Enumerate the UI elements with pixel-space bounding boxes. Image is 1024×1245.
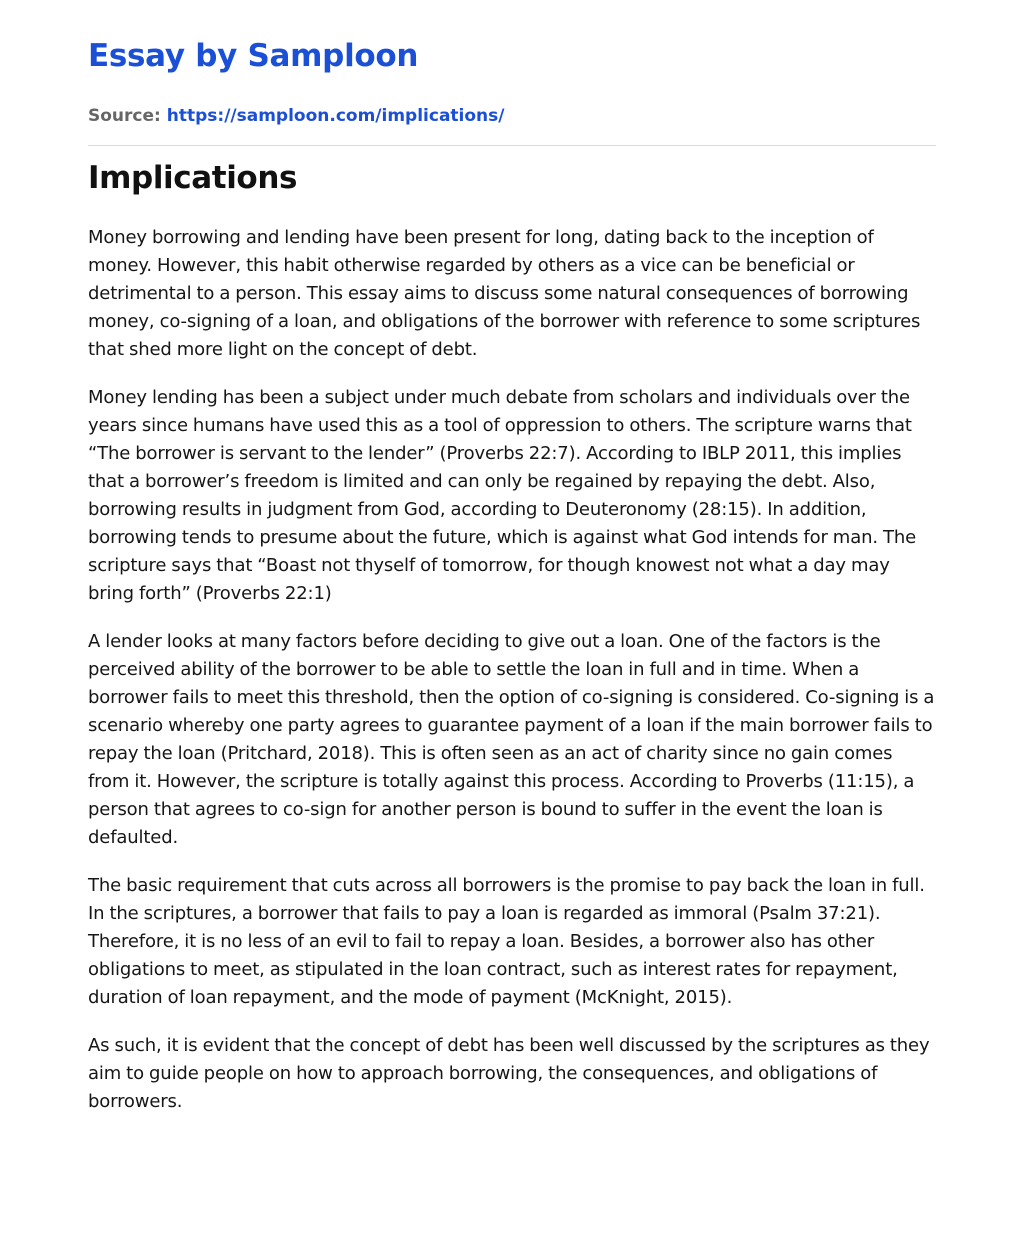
essay-title: Implications: [88, 160, 298, 196]
essay-paragraph: Money borrowing and lending have been present for long, dating back to the inception of money. However, this habit otherwise regarded by others as a vice can be beneficial or detrimental to a person. This essay aims to discuss some natural consequences of borrowing money, co-signing of a loan, and obligations of the borrower with reference to some scriptures that shed more light on the concept of debt.: [88, 227, 921, 360]
essay-page: [88, 0, 936, 1116]
source-link[interactable]: https://samploon.com/implications/: [166, 106, 505, 126]
source-label: Source:: [88, 106, 161, 126]
essay-paragraph: As such, it is evident that the concept of debt has been well discussed by the scriptures as they aim to guide people on how to approach borrowing, the consequences, and obligations of borrowers.: [88, 1035, 930, 1112]
essay-paragraph: A lender looks at many factors before deciding to give out a loan. One of the factors is the perceived ability of the borrower to be able to settle the loan in full and in time. When a borrower fails to meet this threshold, then the option of co-signing is considered. Co-signing is a scenario whereby one party agrees to guarantee payment of a loan if the main borrower fails to repay the loan (Pritchard, 2018). This is often seen as an act of charity since no gain comes from it. However, the scripture is totally against this process. According to Proverbs (11:15), a person that agrees to co-sign for another person is bound to suffer in the event the loan is defaulted.: [88, 631, 935, 848]
essay-paragraph: The basic requirement that cuts across all borrowers is the promise to pay back the loan in full. In the scriptures, a borrower that fails to pay a loan is regarded as immoral (Psalm 37:21). Therefore, it is no less of an evil to fail to repay a loan. Besides, a borrower also has other obligations to meet, as stipulated in the loan contract, such as interest rates for repayment, duration of loan repayment, and the mode of payment (McKnight, 2015).: [88, 875, 925, 1008]
site-title: Essay by Samploon: [88, 38, 419, 74]
essay-paragraph: Money lending has been a subject under much debate from scholars and individuals over the years since humans have used this as a tool of oppression to others. The scripture warns that “The borrower is servant to the lender” (Proverbs 22:7). According to IBLP 2011, this implies that a borrower’s freedom is limited and can only be regained by repaying the debt. Also, borrowing results in judgment from God, according to Deuteronomy (28:15). In addition, borrowing tends to presume about the future, which is against what God intends for man. The scripture says that “Boast not thyself of tomorrow, for though knowest not what a day may bring forth” (Proverbs 22:1): [88, 387, 916, 604]
source-line: [88, 105, 936, 127]
header-divider: [88, 145, 936, 146]
essay-body: [88, 224, 936, 1116]
